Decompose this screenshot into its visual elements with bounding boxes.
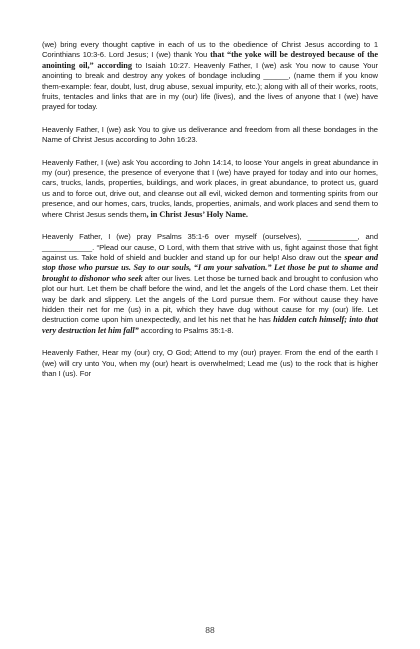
text-run: according to Psalms 35:1-8. (138, 325, 234, 335)
paragraph-2 (42, 125, 378, 146)
text-run: after our lives. Let those be turned back and brought to confusion who plot our hurt. Let them be chaff before the wind, and let the angels of the Lord chase them. Let their way be dark and slippery. Let the angels of the Lord pursue them. For without cause they have hidden their net for me (us) in a pit, which they have dug without cause for my (our) life. Let destruction come upon him unexpectedly, and let his net that he has (42, 273, 378, 325)
text-run: Heavenly Father, I (we) pray Psalms 35:1-6 over myself (ourselves), ____________, and ____________. “Plead our cause, O Lord, with them that strive with us, fight against those that fight against us. Take hold of shield and buckler and stand up for our help! Also draw out the (42, 232, 378, 262)
paragraph-1 (42, 40, 378, 113)
text-run: Heavenly Father, Hear my (our) cry, O God; Attend to my (our) prayer. From the end of the earth I (we) will cry unto You, when my (our) heart is overwhelmed; Lead me (us) to the rock that is higher than I (us). For (42, 348, 378, 378)
text-run: to Isaiah 10:27. Heavenly Father, I (we) ask You now to cause Your anointing to break and destroy any yokes of bondage including ______, (name them if you know them-example: fear, doubt, lust, drug abuse, sexual impurity, etc.); along with all of their works, roots, fruits, tentacles and links that are in my (our) life (lives), and the lives of anyone that I (we) have prayed for today. (42, 60, 378, 112)
paragraph-4 (42, 232, 378, 336)
text-run: Heavenly Father, I (we) ask You according to John 14:14, to loose Your angels in great abundance in my (our) presence, the presence of everyone that I (we) have prayed for today and into our homes, cars, trucks, lands, properties, buildings, and work places, in great abundance, to protect us, guard us and to force out, drive out, and cleanse out all evil, wicked demon and tormenting spirits from our presence, and our homes, cars, trucks, lands, properties, animals, and work places and send them to where Christ Jesus sends them (42, 157, 378, 219)
text-run-bold: that “the yoke will be destroyed because of the anointing oil,” according (42, 50, 378, 70)
text-run-bold-italic: spear and stop those who pursue us. Say to our souls, “I am your salvation.” Let those be put to shame and brought to dishonor who seek (42, 252, 378, 283)
text-run: (we) bring every thought captive in each of us to the obedience of Christ Jesus according to 1 Corinthians 10:3-6. Lord Jesus; I (we) thank You (42, 40, 378, 60)
text-run-bold-italic: hidden catch himself; into that very destruction let him fall” (42, 315, 378, 335)
paragraph-3 (42, 158, 378, 220)
page-body (42, 40, 378, 379)
text-run-bold: , in Christ Jesus’ Holy Name. (146, 209, 248, 219)
page-number: 88 (205, 625, 215, 635)
text-run: Heavenly Father, I (we) ask You to give us deliverance and freedom from all these bondages in the Name of Christ Jesus according to John 16:23. (42, 124, 378, 145)
paragraph-5 (42, 348, 378, 379)
